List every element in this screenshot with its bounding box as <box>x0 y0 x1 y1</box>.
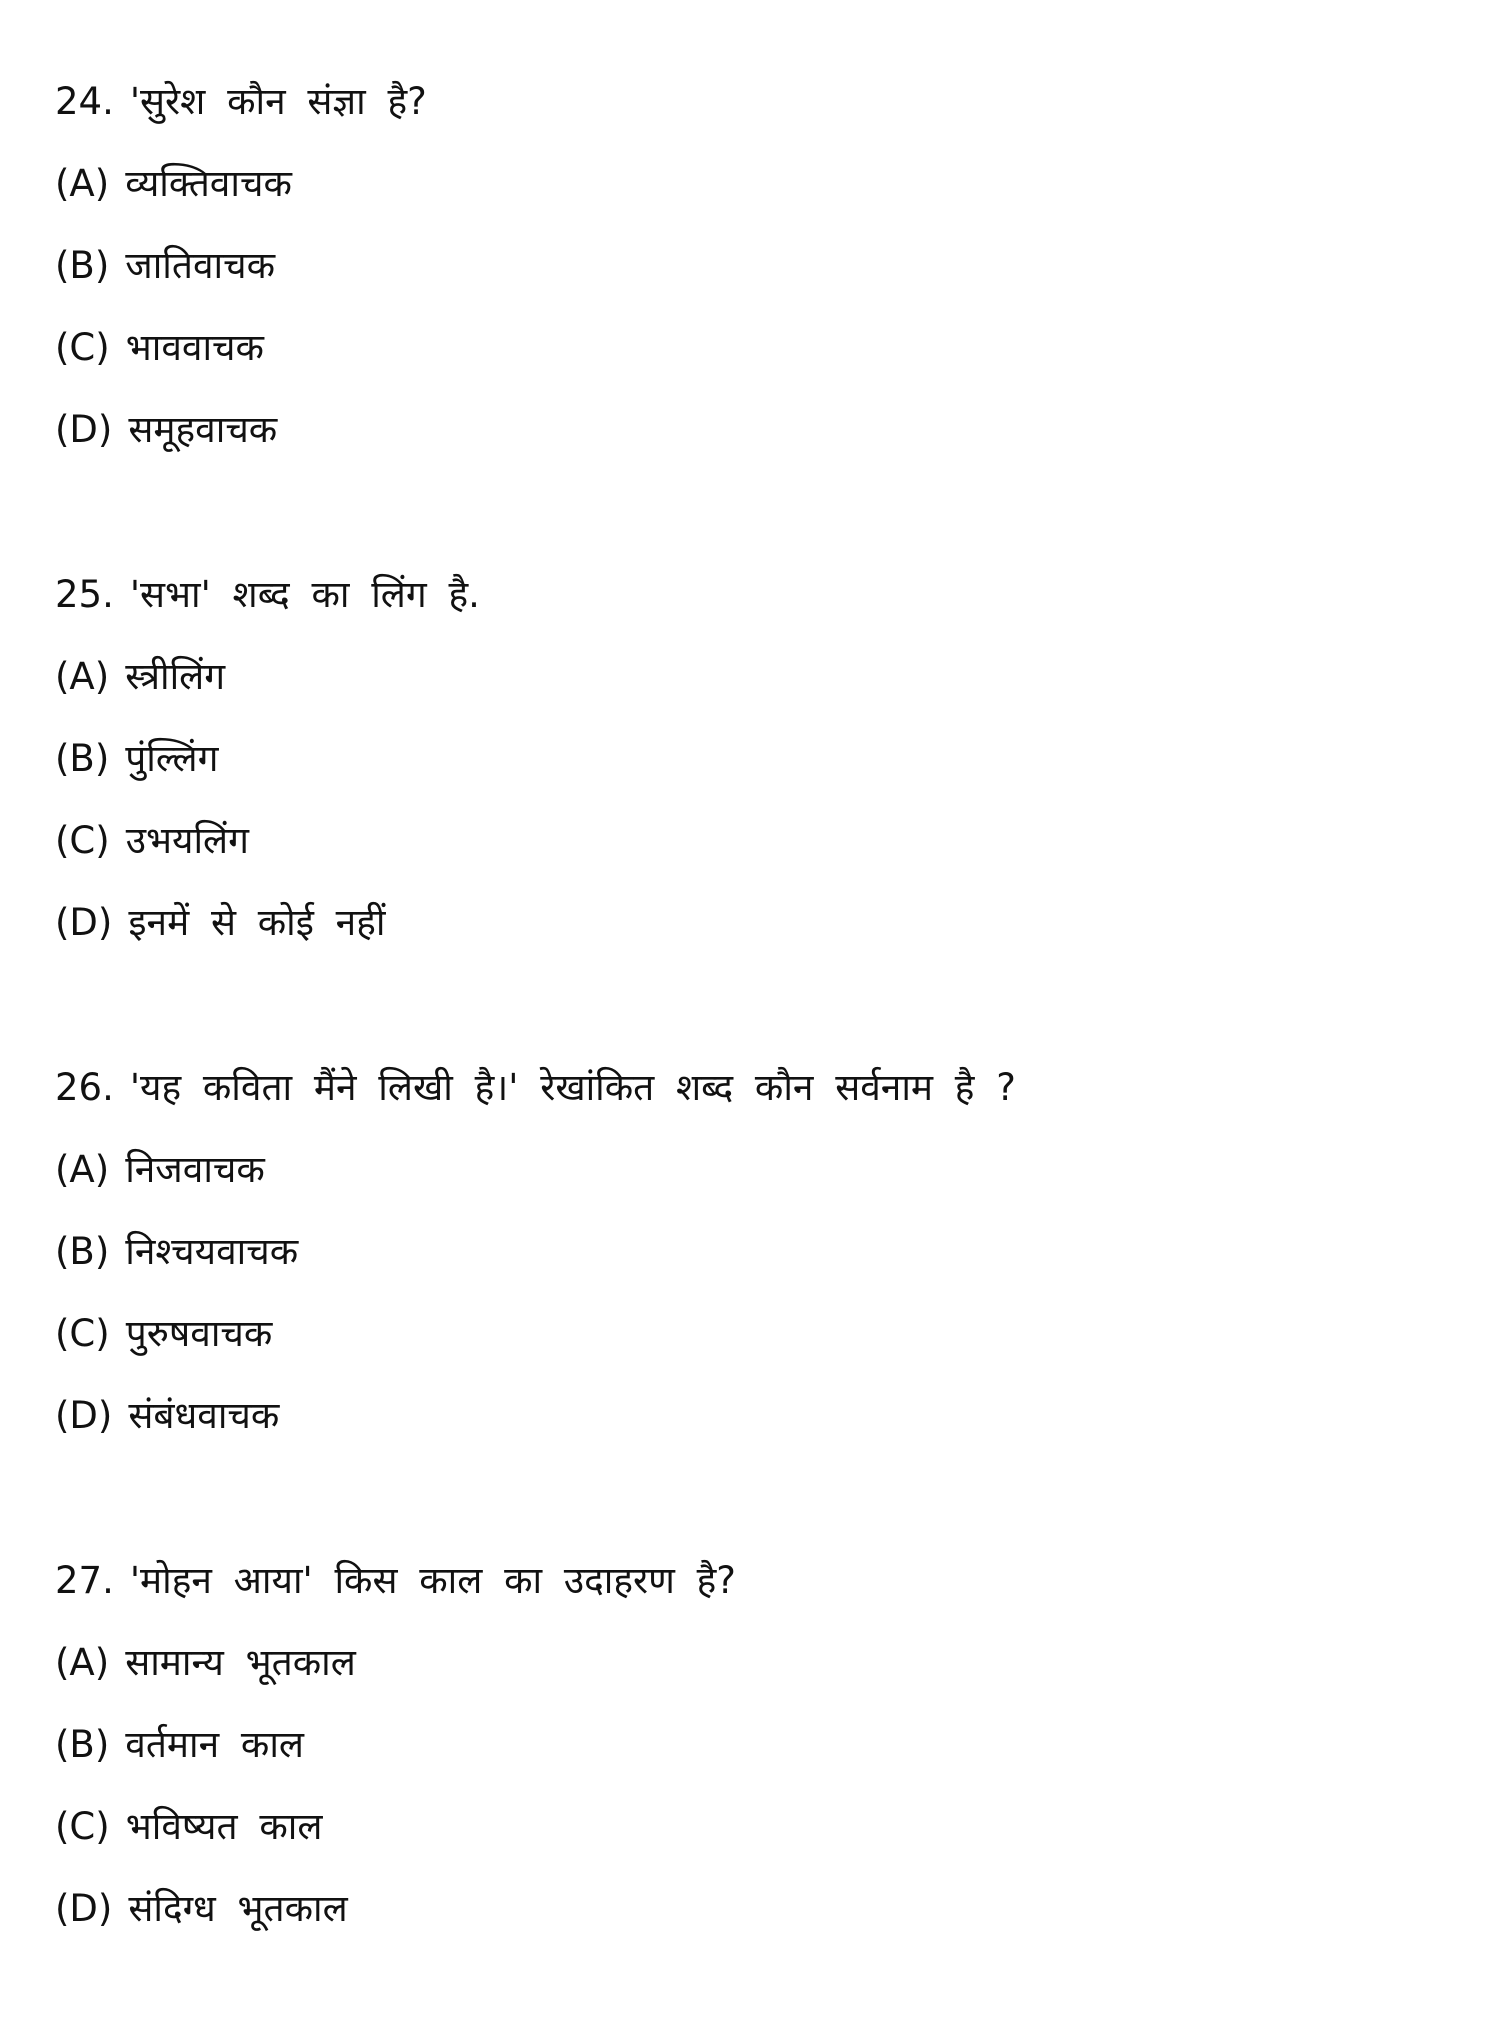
question-26-stem <box>55 1058 1455 1140</box>
question-24-stem <box>55 72 1455 154</box>
option-label: (B) <box>55 244 110 287</box>
option-label: (B) <box>55 737 110 780</box>
option-d <box>55 1386 1455 1468</box>
option-label: (A) <box>55 1641 110 1684</box>
option-text: वर्तमान काल <box>125 1723 305 1766</box>
question-27-stem <box>55 1551 1455 1633</box>
option-label: (B) <box>55 1230 110 1273</box>
option-text: पुरुषवाचक <box>125 1312 273 1355</box>
option-text: निश्चयवाचक <box>125 1230 299 1273</box>
question-24 <box>55 72 1455 482</box>
option-c <box>55 318 1455 400</box>
question-25-stem <box>55 565 1455 647</box>
option-text: सामान्य भूतकाल <box>125 1641 356 1684</box>
question-text: 'सभा' शब्द का लिंग है. <box>129 573 480 616</box>
option-text: निजवाचक <box>125 1148 265 1191</box>
option-c <box>55 1304 1455 1386</box>
option-text: संदिग्ध भूतकाल <box>128 1887 348 1930</box>
question-number: 24. <box>55 80 114 123</box>
question-text: 'सुरेश कौन संज्ञा है? <box>129 80 427 123</box>
option-text: पुंल्लिंग <box>125 737 219 780</box>
option-label: (C) <box>55 326 110 369</box>
option-text: संबंधवाचक <box>128 1394 280 1437</box>
option-text: जातिवाचक <box>125 244 276 287</box>
question-number: 27. <box>55 1559 114 1602</box>
question-number: 26. <box>55 1066 114 1109</box>
option-text: भविष्यत काल <box>125 1805 323 1848</box>
option-label: (D) <box>55 1887 113 1930</box>
option-a <box>55 154 1455 236</box>
option-label: (C) <box>55 819 110 862</box>
option-d <box>55 400 1455 482</box>
option-b <box>55 236 1455 318</box>
option-label: (C) <box>55 1805 110 1848</box>
option-label: (B) <box>55 1723 110 1766</box>
option-label: (D) <box>55 901 113 944</box>
option-c <box>55 1797 1455 1879</box>
option-text: स्त्रीलिंग <box>125 655 226 698</box>
option-label: (D) <box>55 1394 113 1437</box>
question-27 <box>55 1551 1455 1961</box>
question-26 <box>55 1058 1455 1468</box>
option-text: भाववाचक <box>125 326 264 369</box>
question-25 <box>55 565 1455 975</box>
option-label: (A) <box>55 162 110 205</box>
option-label: (A) <box>55 655 110 698</box>
question-number: 25. <box>55 573 114 616</box>
option-label: (D) <box>55 408 113 451</box>
option-label: (A) <box>55 1148 110 1191</box>
option-d <box>55 893 1455 975</box>
question-text: 'यह कविता मैंने लिखी है।' रेखांकित शब्द कौन सर्वनाम है ? <box>129 1066 1016 1109</box>
option-text: उभयलिंग <box>125 819 249 862</box>
option-a <box>55 647 1455 729</box>
option-b <box>55 729 1455 811</box>
option-c <box>55 811 1455 893</box>
option-text: व्यक्तिवाचक <box>125 162 292 205</box>
option-a <box>55 1633 1455 1715</box>
option-text: समूहवाचक <box>128 408 278 451</box>
option-b <box>55 1715 1455 1797</box>
option-label: (C) <box>55 1312 110 1355</box>
question-text: 'मोहन आया' किस काल का उदाहरण है? <box>129 1559 736 1602</box>
option-text: इनमें से कोई नहीं <box>128 901 386 944</box>
option-b <box>55 1222 1455 1304</box>
option-d <box>55 1879 1455 1961</box>
option-a <box>55 1140 1455 1222</box>
